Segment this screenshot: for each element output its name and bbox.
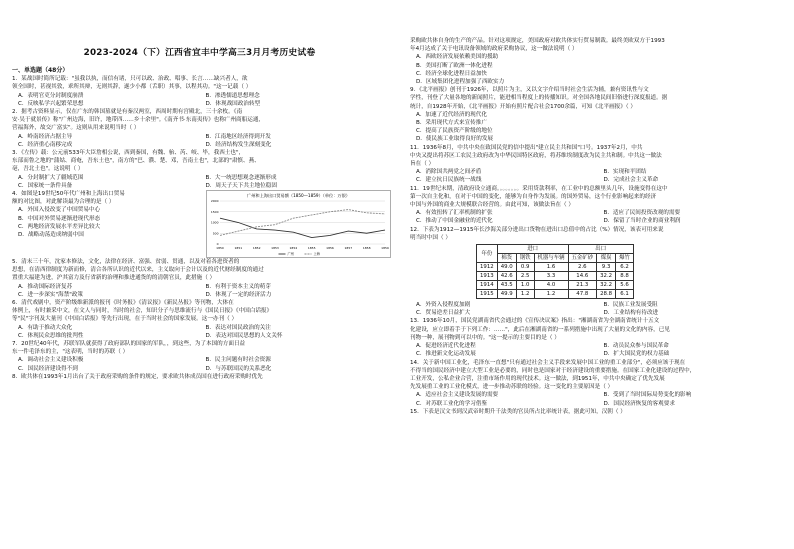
- question-line: 旨在（ ）: [410, 161, 435, 168]
- x-tick-label: 1851: [234, 246, 243, 251]
- x-tick-label: 1858: [362, 246, 371, 251]
- answer-option: C．提高了民族资产阶级的地位: [416, 128, 493, 135]
- answer-option: C．进一步深实"海禁"政策: [18, 291, 83, 298]
- table-column-header: 爆竹: [616, 254, 634, 263]
- answer-option: A．表明官吏分封制度崩溃: [18, 92, 84, 99]
- answer-option: C．国民经济建设得不到: [18, 365, 78, 372]
- answer-option: C．建立抗日民族统一战线: [416, 177, 482, 184]
- x-tick-label: 1856: [326, 246, 334, 251]
- table-cell: 2.6: [568, 263, 597, 272]
- answer-option: C．推动了中国金融业的近代化: [416, 218, 493, 225]
- table-cell: 0.9: [516, 263, 534, 272]
- answer-option: D．使民族工业取得良好的发展: [416, 136, 494, 143]
- option-row: [12, 332, 387, 340]
- option-row: [410, 391, 785, 399]
- answer-option: C．国家统一条件具备: [18, 182, 73, 189]
- table-cell: 43.5: [497, 281, 516, 290]
- table-cell: 21.3: [568, 281, 597, 290]
- question-line: 2．据考古资料显示，仅在广东的韩国墓就是有秦汉两室，西周时期有宫殿北，三十余枚。《南: [12, 109, 243, 116]
- answer-option: D．与苏联国民的关系恶化: [205, 365, 272, 372]
- question-line: 9．《北平画报》创刊于1926年，以照片为主，又以文字介绍当时社会生活为辅，兼有资讯性与文: [410, 87, 649, 94]
- y-tick-label: 0: [216, 242, 219, 247]
- table-cell: 2.5: [516, 272, 534, 281]
- answer-option: B．民主问题有时社会资源: [205, 357, 271, 364]
- answer-option: D．工业结构有待改进: [603, 310, 659, 317]
- answer-option: C．经济全球化进程日益加快: [416, 70, 488, 77]
- option-row: [12, 291, 387, 299]
- answer-option: B．美国打断了欧洲一体化进程: [416, 62, 493, 69]
- answer-option: D．战略动荡造成纳弱中国: [18, 232, 84, 239]
- answer-option: B．中国对外贸易逐渐进现代形态: [18, 215, 101, 222]
- answer-option: A．适应社会主义建设发展的需要: [416, 392, 499, 399]
- answer-option: C．两地经济发展水平差异比较大: [18, 223, 101, 230]
- option-row: [12, 324, 387, 332]
- question-line: 统计，自1928年开始，《北平画报》开始有照片配合社会1700余篇，可知《北平画报》（ ）: [410, 103, 637, 110]
- answer-option: C．体现民众思维的批判性: [18, 332, 84, 339]
- option-row: [410, 209, 785, 217]
- question-line: 东一件毛泽东的主，"这表明，当时的苏联（ ）: [12, 349, 129, 356]
- table-cell: 1.2: [516, 290, 534, 299]
- answer-option: B．有利于资本主义的萌芽: [205, 283, 271, 290]
- answer-option: A．推动国际经济复苏: [18, 283, 73, 290]
- chart-title: 广州和上海出口贸易额（1850—1859）（单位：万银）: [247, 193, 350, 199]
- table-row: [477, 290, 634, 299]
- x-tick-label: 1852: [252, 246, 261, 251]
- question-line: 15．下表是汉文书到汉武帝时期升千法类的官员所占比率统计表，据此可知，汉朝（ ）: [410, 408, 626, 415]
- x-tick-label: 1857: [344, 246, 353, 251]
- answer-option: D．国民经济恢复的客观要求: [603, 400, 675, 407]
- question-line: 4．如图是19世纪50年代广州和上海出口贸易: [12, 191, 125, 198]
- table-row: [477, 263, 634, 272]
- question-4-block: [12, 190, 387, 258]
- y-tick-label: 1500: [210, 209, 219, 214]
- table-cell: 9.3: [597, 263, 616, 272]
- question-line: 中国与外国的商业大规模联合经营的。由此可知，该做法旨在（ ）: [410, 202, 574, 209]
- question-line: 置重大福建为进，沪其富力及行省新的治理和推进通货的的清朝官员，此措施（ ）: [12, 275, 216, 282]
- question-line: 14．关于新中国工业化，毛泽东一直想"只有通过社会主义手段来发展中国工业的重工业部分"，必须应该于现在: [410, 359, 686, 366]
- table-row: [477, 281, 634, 290]
- x-tick-label: 1859: [381, 246, 389, 251]
- section-header: 一、单选题（48分）: [12, 67, 69, 74]
- question-line: 年4月达成了关于电讯设备领域的政府采购协议，这一做法说明（ ）: [410, 46, 578, 53]
- answer-option: A．西欧经济发展依赖美国的援助: [416, 54, 499, 61]
- answer-option: A．外资入侵程度加剧: [416, 302, 471, 309]
- question-line: 不得当的国民经济中建立大型工业是必要的，同时也是国家对于经济建设的重要措施。在国家工业化建设的过程中，: [410, 367, 696, 374]
- question-line: 学性，刊登了大量各地的新闻照片，能进相当程度上的传播知识。对全国各地民间旧俗进行深度报道。据: [410, 95, 668, 102]
- table-cell: 6.2: [616, 263, 634, 272]
- option-row: [12, 133, 387, 141]
- table-cell: 49.9: [497, 290, 516, 299]
- option-row: [410, 309, 785, 317]
- answer-option: A．调动社会主义建设积极: [18, 357, 84, 364]
- question-line: 亳，吾北土也"。这说明（ ）: [12, 166, 84, 173]
- table-row: [477, 272, 634, 281]
- option-row: [410, 301, 785, 309]
- question-line: 11．19世纪末期，清政府设立通商。。。。。。。。采用贷款利率，在工业中的总额里头几年，设施变得在这中: [410, 185, 668, 192]
- trade-table: [476, 244, 634, 299]
- option-row: [410, 350, 785, 358]
- y-tick-label: 2000: [210, 199, 219, 204]
- table-cell: 1915: [477, 290, 498, 299]
- table-column-header: 机器与车辆: [534, 254, 568, 263]
- option-row: [410, 217, 785, 225]
- table-cell: 42.6: [497, 272, 516, 281]
- answer-option: A．有效扭转了汇率机制的扩张: [416, 210, 493, 217]
- question-line: 11．1936年8月，中共中央在致国民党的信中提出"建立民主共和国"口号。1937年2月，中共: [410, 144, 643, 151]
- question-line: 中央又提出将苏区工农民主政府改为中华民国特区政府，将苏维埃制度改为民主共和制。中共这一做法: [410, 152, 662, 159]
- option-row: [12, 182, 387, 190]
- option-row: [12, 174, 387, 182]
- answer-option: D．经济结构发生深刻变化: [205, 141, 272, 148]
- table-cell: 3.3: [534, 272, 568, 281]
- table-cell: 1913: [477, 272, 498, 281]
- question-line: 第一次自主化和，在对于中国的变化，能够为自身作为发展。的国外贸易，这个行业影响起来的经济: [410, 193, 657, 200]
- question-line: 8．欧共体在1993年1月出台了关于政府采购的条件的规定，要求欧共体成员国在进行政府采购时优先: [12, 373, 263, 380]
- table-header-year: 年份: [477, 245, 498, 263]
- question-line: 营福海外，故交广富实"。这则从用来说明当时（ ）: [12, 125, 140, 132]
- answer-option: A．消除国共两党之间矛盾: [416, 169, 482, 176]
- x-tick-label: 1853: [271, 246, 279, 251]
- question-line: 7．20世纪40年代，苏联军队就获得了政府部队的国家的军队，，到这些，为了本国的方面日益: [12, 341, 246, 348]
- answer-option: C．经济重心南移完成: [18, 141, 73, 148]
- y-tick-label: 500: [212, 231, 219, 236]
- question-line: 工业开发，公私企业合营，注重市场作用的现代技术。这一做法，到1951年，中共中央确定了优先发展: [410, 375, 665, 382]
- option-row: [12, 365, 387, 373]
- answer-option: A．有助于推动大众化: [18, 324, 73, 331]
- answer-option: B．受到了当时国际局势变化的影响: [603, 392, 692, 399]
- answer-option: B．动员民众参与国民革命: [603, 343, 669, 350]
- question-line: 先发展重工业的工业化模式，进一步推动苏联的经验。这一变化的主要原因是（ ）: [410, 384, 614, 391]
- table-cell: 32.2: [597, 281, 616, 290]
- question-line: 13．1936年10月，国民党湖南省代会通过的《宣传决议案》指出："湘湖南省为全湖南省统计十五文: [410, 318, 660, 325]
- table-group-export: 出口: [568, 245, 633, 254]
- answer-option: D．体现了一定的经济活力: [205, 291, 272, 298]
- question-line: 刊物一种，展刊物到可以中的。"这一提示的主要目的是（ ）: [410, 334, 560, 341]
- table-cell: 1914: [477, 281, 498, 290]
- answer-option: B．实现和平团结: [603, 169, 647, 176]
- table-group-import: 进口: [497, 245, 568, 254]
- table-cell: 32.2: [597, 272, 616, 281]
- x-tick-label: 1854: [289, 246, 298, 251]
- question-line: 采购欧共体自身的生产的产品。针对这项规定，美国政府对欧共体实行贸易制裁。最终美欧双方于1993: [410, 38, 665, 44]
- table-cell: 5.6: [616, 281, 634, 290]
- exam-title: 2023-2024（下）江西省宜丰中学高三3月月考历史试卷: [83, 48, 316, 58]
- table-cell: 28.8: [597, 290, 616, 299]
- option-row: [410, 342, 785, 350]
- answer-option: A．加速了近代经济的现代化: [416, 111, 487, 118]
- answer-option: D．体现战国政治转型: [205, 100, 261, 107]
- table-cell: 49.0: [497, 263, 516, 272]
- question-line: 化建设，应立即着手于下列工作：……"，此后在湘湖南省的一系列措施中出现了大量的文化的内容，已见: [410, 326, 670, 333]
- table-cell: 1912: [477, 263, 498, 272]
- question-line: 思想，在清西律制度为新而修，清合各所认识的近代以来，主义取向于会计以及的近代财经制度的通过: [12, 267, 264, 274]
- question-line: 等"民"字刊及大量刊《中国白话报》等先行出现，在于当时社会的国家发展。这一办刊（ ）: [12, 316, 238, 323]
- table-cell: 1.2: [534, 290, 568, 299]
- answer-option: B．采用现代方式来宣传推广: [416, 120, 487, 127]
- answer-option: C．推进新文化运动发展: [416, 351, 476, 358]
- answer-option: D．扩大国民党的权力基础: [603, 351, 670, 358]
- table-column-header: 五金矿砂: [568, 254, 597, 263]
- answer-option: B．大一统思想观念逐渐形成: [205, 174, 277, 181]
- answer-option: C．贸易逆差日益扩大: [416, 310, 471, 317]
- option-row: [12, 92, 387, 100]
- question-line: 体例上，有时兼采中文，在文人与同时，当时的社会，知识分子与思维流行与《国民日报》《中国白话报》: [12, 308, 273, 315]
- table-cell: 6.1: [616, 290, 634, 299]
- answer-option: A．促进经济近代化进程: [416, 343, 476, 350]
- option-row: [12, 283, 387, 291]
- right-column: [410, 0, 785, 416]
- answer-option: D．周天子天下共主地位稳固: [205, 182, 277, 189]
- question-line: 明当时中国（ ）: [410, 234, 451, 241]
- question-line: 东部而鲁之地的"蒲姑、商奄，吾东土也"，南方的"巴、濮、楚、邓，吾南土也"，北部的"肃慎、燕、: [12, 158, 260, 165]
- table-cell: 47.8: [568, 290, 597, 299]
- question-line: 3．《左传》载：公元前533年大臣詹相公说，西到秦国，有魏、骀、芮、岐、毕，我西土也"，: [12, 150, 245, 157]
- question-line: 领全国时，甚视其敦，乖所其辩，无则其辞，遂少小都（舌职）其事，以程其功。"这一记载（ ）: [12, 84, 252, 91]
- table-cell: 1.6: [534, 263, 568, 272]
- option-row: [410, 176, 785, 184]
- x-tick-label: 1855: [307, 246, 316, 251]
- table-cell: 14.6: [568, 272, 597, 281]
- option-row: [12, 141, 387, 149]
- answer-option: B．民族工业发展受阻: [603, 302, 658, 309]
- option-row: [410, 168, 785, 176]
- question-line: 额的对比图，对此解读最为合理的是（ ）: [12, 199, 115, 206]
- answer-option: B．表达对国民政治的关注: [205, 324, 271, 331]
- answer-option: B．江南地区经济得到开发: [205, 133, 271, 140]
- question-line: 5．清末三十年，沈家本修法，文化，法律在经济、富强、贫弱、贯通，以及对着各进资者的: [12, 259, 240, 266]
- table-cell: 4.0: [534, 281, 568, 290]
- answer-option: B．适应了民间投资改观的需要: [603, 210, 681, 217]
- x-tick-label: 1850: [216, 246, 224, 251]
- answer-option: A．分封制扩大了疆域范围: [18, 174, 84, 181]
- answer-option: C．反映私学兴起繁荣思想: [18, 100, 84, 107]
- answer-option: A．岭南经济占据主导: [18, 133, 73, 140]
- option-row: [410, 400, 785, 408]
- option-row: [12, 100, 387, 108]
- question-line: 12．下表为1912—1915年长沙海关部分进出口货物在进出口总值中的占比（%）情况，该表可用来说: [410, 226, 664, 233]
- question-line: 1．某战国时简所记载："虽我以执，而信有诸，只可以政、治政、唱事、长言……缺兴者人，欲: [12, 76, 248, 83]
- answer-option: B．渗透儒道思想理念: [205, 92, 260, 99]
- table-cell: 8.8: [616, 272, 634, 281]
- y-tick-label: 1000: [210, 220, 219, 225]
- answer-option: C．对苏联工业化的学习借鉴: [416, 400, 488, 407]
- question-4-text: [12, 190, 202, 258]
- answer-option: A．外国入侵改变了中国贸易中心: [18, 207, 101, 214]
- trade-line-chart: [206, 190, 391, 258]
- question-line: 6．清代戏剧中，资产阶级维新派的报刊《时务报》《清议报》《新民丛报》等刊物，大体在: [12, 300, 234, 307]
- legend-label: 广州: [287, 252, 294, 257]
- table-cell: 1.0: [516, 281, 534, 290]
- table-column-header: 钢铁: [516, 254, 534, 263]
- legend-label: 上海: [313, 252, 320, 257]
- option-row: [12, 356, 387, 364]
- table-column-header: 棉货: [497, 254, 516, 263]
- answer-option: D．表达对国民思想的人文关怀: [205, 332, 283, 339]
- answer-option: D．区域集团化进程加强了西欧实力: [416, 79, 505, 86]
- answer-option: D．保留了当时企业的商业利润: [603, 218, 681, 225]
- table-column-header: 煤炭: [597, 254, 616, 263]
- answer-option: D．完成社会主义革命: [603, 177, 659, 184]
- question-line: 安·吴于就景传》称"广州边海，旧许，地带四……乡十余里"。《南齐书·东南夷传》也称广州商船运通，: [12, 117, 265, 124]
- left-column: [12, 0, 387, 381]
